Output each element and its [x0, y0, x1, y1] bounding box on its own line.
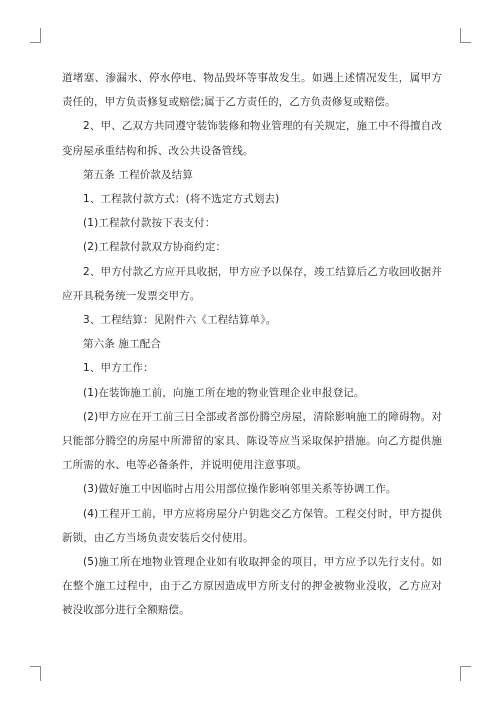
paragraph: 道堵塞、渗漏水、停水停电、物品毁坏等事故发生。如遇上述情况发生，属甲方责任的，甲方负责修复或赔偿;属于乙方责任的，乙方负责修复或赔偿。 [62, 72, 442, 109]
paragraph: 2、甲、乙双方共同遵守装饰装修和物业管理的有关规定，施工中不得擅自改变房屋承重结构和拆、改公共设备管线。 [62, 120, 442, 157]
paragraph: (2)工程款付款双方协商约定： [83, 241, 227, 254]
crop-mark-bottom-right [460, 666, 471, 681]
paragraph: (2)甲方应在开工前三日全部或者部份腾空房屋，清除影响施工的障碍物。对只能部分腾空的房屋中所滞留的家具、陈设等应当采取保护措施。向乙方提供施工所需的水、电等必备条件，并说明使用注意事项。 [62, 410, 442, 472]
crop-mark-top-left [30, 28, 41, 43]
paragraph: (5)施工所在地物业管理企业如有收取押金的项目，甲方应予以先行支付。如在整个施工过程中，由于乙方原因造成甲方所支付的押金被物业没收，乙方应对被没收部分进行全额赔偿。 [62, 556, 442, 617]
paragraph: 2、甲方付款乙方应开具收据，甲方应予以保存，竣工结算后乙方收回收据并应开具税务统一发票交甲方。 [62, 265, 442, 302]
section-heading: 第六条 施工配合 [83, 338, 162, 351]
paragraph: 3、工程结算：见附件六《工程结算单》。 [83, 314, 277, 327]
section-heading: 第五条 工程价款及结算 [83, 168, 193, 181]
crop-mark-bottom-left [30, 666, 41, 681]
crop-mark-top-right [460, 28, 471, 43]
paragraph: (4)工程开工前，甲方应将房屋分户钥匙交乙方保管。工程交付时，甲方提供新锁，由乙方当场负责安装后交付使用。 [62, 507, 442, 544]
paragraph: (1)工程款付款按下表支付： [83, 217, 216, 230]
paragraph: (3)做好施工中因临时占用公用部位操作影响邻里关系等协调工作。 [83, 483, 397, 496]
paragraph: (1)在装饰施工前，向施工所在地的物业管理企业申报登记。 [83, 386, 365, 399]
paragraph: 1、甲方工作： [83, 362, 154, 375]
document-body [62, 66, 442, 623]
paragraph: 1、工程款付款方式：(将不选定方式划去) [83, 193, 280, 206]
